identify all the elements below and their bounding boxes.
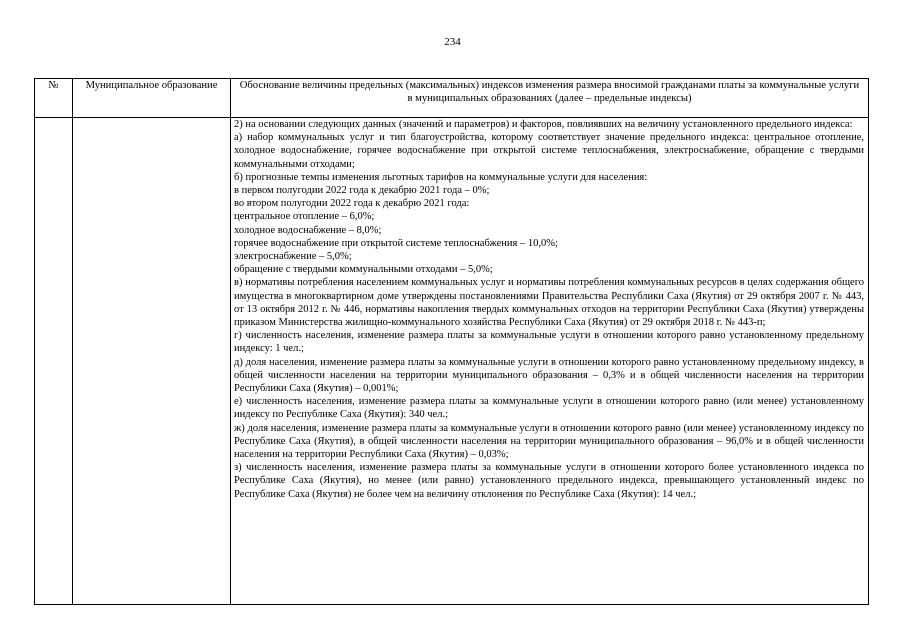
table-header-row <box>35 79 869 118</box>
paragraph: во втором полугодии 2022 года к декабрю 2021 года: <box>234 198 470 210</box>
paragraph: центральное отопление – 6,0%; <box>234 211 375 223</box>
paragraph: 2) на основании следующих данных (значений и параметров) и факторов, повлиявших на величину установленного предельного индекса: <box>234 119 853 130</box>
justification-table <box>34 78 869 605</box>
row-number-cell <box>35 118 73 605</box>
paragraph: электроснабжение – 5,0%; <box>234 251 352 263</box>
paragraph: е) численность населения, изменение размера платы за коммунальные услуги в отношении которого равно (или менее) установленному индексу по Республике Саха (Якутия): 340 чел.; <box>234 396 864 421</box>
table-row <box>35 118 869 605</box>
paragraph: г) численность населения, изменение размера платы за коммунальные услуги в отношении которого равно установленному предельному индексу: 1 чел.; <box>234 330 864 355</box>
paragraph: горячее водоснабжение при открытой системе теплоснабжения – 10,0%; <box>234 237 558 249</box>
paragraph: д) доля населения, изменение размера платы за коммунальные услуги в отношении которого равно установленному предельному индексу, в общей численности населения на территории муниципального образования – 0,3% и в общей численности населения на территории Республики Саха (Якутия) – 0,001%; <box>234 356 864 395</box>
paragraph: в первом полугодии 2022 года к декабрю 2021 года – 0%; <box>234 185 490 197</box>
paragraph: з) численность населения, изменение размера платы за коммунальные услуги в отношении которого более установленного индекса по Республике Саха (Якутия), но менее (или равно) установленного предельного индекса, превышающего установленный индекс по Республике Саха (Якутия) не более чем на величину отклонения по Республике Саха (Якутия): 14 чел.; <box>234 462 864 500</box>
header-number: № <box>35 79 73 118</box>
paragraph: а) набор коммунальных услуг и тип благоустройства, которому соответствует значение предельного индекса: центральное отопление, холодное водоснабжение, горячее водоснабжение при открытой системе теплоснабжения, электроснабжение, обращение с твердыми коммунальными отходами; <box>234 132 864 170</box>
row-municipality-cell <box>73 118 231 605</box>
paragraph: б) прогнозные темпы изменения льготных тарифов на коммунальные услуги для населения: <box>234 171 648 183</box>
paragraph: холодное водоснабжение – 8,0%; <box>234 224 382 236</box>
page-number: 234 <box>444 36 461 48</box>
justification-text <box>231 118 868 501</box>
header-justification: Обоснование величины предельных (максимальных) индексов изменения размера вносимой гражданами платы за коммунальные услуги в муниципальных образованиях (далее – предельные индексы) <box>231 79 869 118</box>
row-justification-cell <box>231 118 869 605</box>
paragraph: обращение с твердыми коммунальными отходами – 5,0%; <box>234 264 493 276</box>
header-municipality: Муниципальное образование <box>73 79 231 118</box>
paragraph: ж) доля населения, изменение размера платы за коммунальные услуги в отношении которого равно (или менее) установленному индексу по Республике Саха (Якутия), в общей численности населения на территории муниципального образования – 96,0% и в общей численности населения на территории Республики Саха (Якутия) – 0,03%; <box>234 422 864 461</box>
paragraph: в) нормативы потребления населением коммунальных услуг и нормативы потребления коммунальных ресурсов в целях содержания общего имущества в многоквартирном доме утверждены постановлениями Правительства Республики Саха (Якутия) от 29 октября 2007 г. № 443, от 13 октября 2012 г. № 446, нормативы накопления твердых коммунальных отходов на территории Республики Саха (Якутия) утверждены приказом Министерства жилищно-коммунального хозяйства Республики Саха (Якутия) от 29 октября 2018 г. № 443-п; <box>234 277 864 329</box>
